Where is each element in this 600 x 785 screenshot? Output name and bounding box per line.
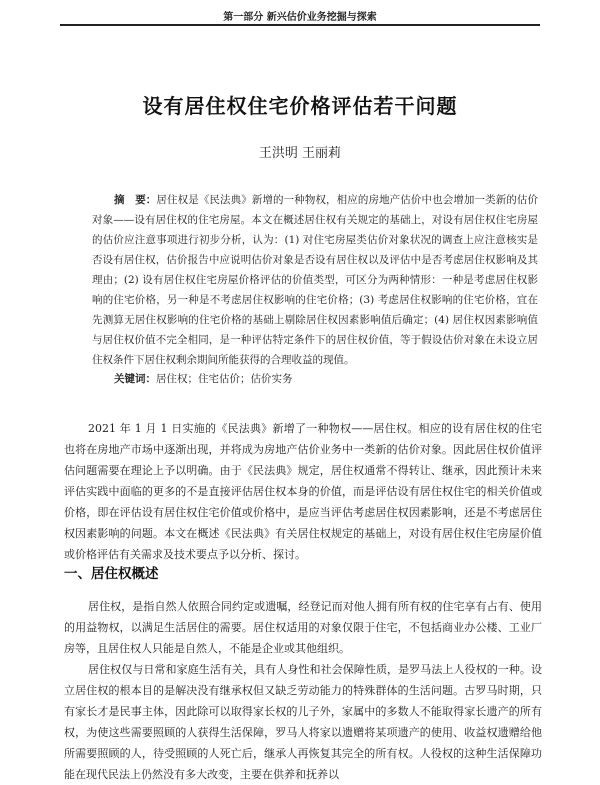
article-title: 设有居住权住宅价格评估若干问题 bbox=[142, 94, 458, 118]
keywords-label: 关键词： bbox=[114, 373, 156, 385]
body-paragraph-2: 居住权仅与日常和家庭生活有关，具有人身性和社会保障性质，是罗马法上人役权的一种。设立居住权的根本目的是解决没有继承权但又缺乏劳动能力的特殊群体的生活问题。古罗马时期，只有家长才是民事主体，因此除可以取得家长权的儿子外，家属中的多数人不能取得家长遗产的所有权，为使这些需要照顾的人获得生活保障，罗马人将家以遗赠将某项遗产的使用、收益权遗赠给他所需要照顾的人，待受照顾的人死亡后，继承人再恢复其完全的所有权。人役权的这种生活保障功能在现代民法上仍然没有多大改变，主要在供养和抚养以 bbox=[64, 663, 542, 781]
running-header: 第一部分 新兴估价业务挖掘与探索 bbox=[223, 12, 377, 23]
intro-paragraph: 2021 年 1 月 1 日实施的《民法典》新增了一种物权——居住权。相应的设有居住权的住宅也将在房地产市场中逐渐出现，并将成为房地产估价业务中一类新的估价对象。因此居住权价值评估问题需要在理论上予以明确。由于《民法典》规定，居住权通常不得转让、继承，因此预计未来评估实践中面临的更多的不是直接评估居住权本身的价值，而是评估设有居住权住宅的相关价值或价格，即在评估设有居住权住宅价值或价格中，是应当评估考虑居住权因素影响，还是不考虑居住权因素影响的问题。本文在概述《民法典》有关居住权规定的基础上，对设有居住权住宅房屋价值或价格评估有关需求及技术要点予以分析、探讨。 bbox=[64, 422, 542, 561]
keywords bbox=[114, 371, 534, 386]
abstract-label: 摘 要： bbox=[114, 194, 157, 206]
article-authors: 王洪明 王丽莉 bbox=[258, 146, 342, 161]
section-heading: 一、居住权概述 bbox=[64, 566, 159, 582]
header-rule bbox=[60, 24, 540, 26]
abstract bbox=[92, 190, 538, 370]
abstract-text: 居住权是《民法典》新增的一种物权，相应的房地产估价中也会增加一类新的估价对象——设有居住权的住宅房屋。本文在概述居住权有关规定的基础上，对设有居住权住宅房屋的估价应注意事项进行初步分析，认为：(1) 对住宅房屋类估价对象状况的调查上应注意核实是否设有居住权，估价报告中应说明估价对象是否设有居住权以及评估中是否考虑居住权影响及其理由；(2) 设有居住权住宅房屋价格评估的价值类型，可区分为两种情形：一种是考虑居住权影响的住宅价格，另一种是不考虑居住权影响的住宅价格；(3) 考虑居住权影响的住宅价格，宜在先测算无居住权影响的住宅价格的基础上剔除居住权因素影响值后确定；(4) 居住权因素影响值与居住权价值不完全相同，是一种评估特定条件下的居住权价值，等于假设估价对象在未设立居住权条件下居住权剩余期间所能获得的合理收益的现值。 bbox=[92, 194, 539, 366]
keywords-text: 居住权；住宅估价；估价实务 bbox=[156, 373, 293, 385]
section-body bbox=[64, 596, 542, 785]
body-paragraph-1: 居住权，是指自然人依照合同约定或遗嘱，经登记而对他人拥有所有权的住宅享有占有、使用的用益物权，以满足生活居住的需要。居住权适用的对象仅限于住宅，不包括商业办公楼、工业厂房等，且居住权人只能是自然人，不能是企业或其他组织。 bbox=[64, 600, 542, 655]
